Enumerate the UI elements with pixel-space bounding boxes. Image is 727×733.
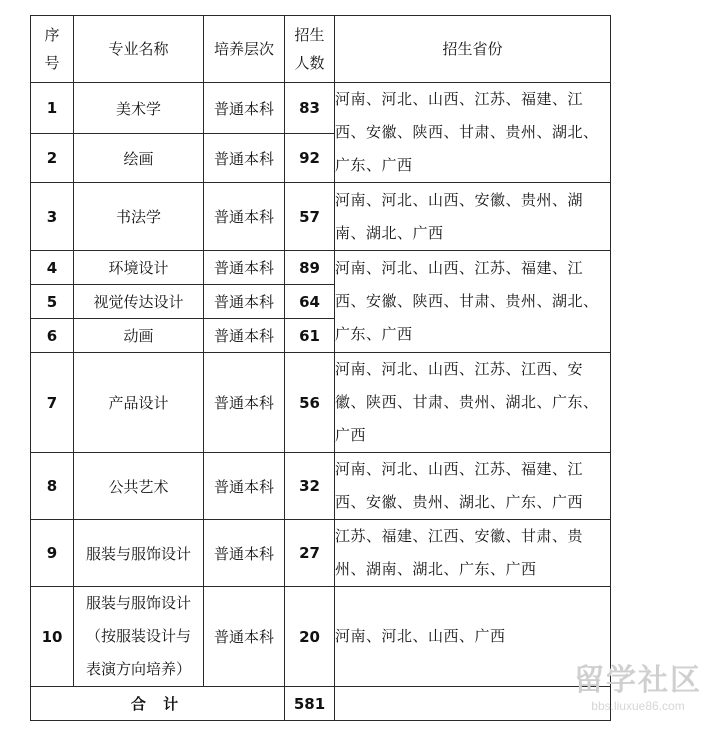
row-provinces: 河南、河北、山西、安徽、贵州、湖南、湖北、广西 xyxy=(335,183,611,251)
row-provinces: 江苏、福建、江西、安徽、甘肃、贵州、湖南、湖北、广东、广西 xyxy=(335,520,611,587)
header-num-line1: 序 xyxy=(44,26,60,44)
row-level: 普通本科 xyxy=(204,83,285,134)
row-num: 6 xyxy=(31,319,74,353)
table-row xyxy=(31,183,611,251)
row-num: 7 xyxy=(31,353,74,453)
header-level: 培养层次 xyxy=(204,16,285,83)
total-label: 合 计 xyxy=(31,687,285,721)
watermark-logo: 留学社区 xyxy=(574,663,702,698)
row-count: 27 xyxy=(285,520,335,587)
row-major: 服装与服饰设计 xyxy=(74,520,204,587)
row-provinces: 河南、河北、山西、江苏、江西、安徽、陕西、甘肃、贵州、湖北、广东、广西 xyxy=(335,353,611,453)
row-major: 产品设计 xyxy=(74,353,204,453)
row-level: 普通本科 xyxy=(204,183,285,251)
row-count: 20 xyxy=(285,587,335,687)
row-provinces: 河南、河北、山西、江苏、福建、江西、安徽、陕西、甘肃、贵州、湖北、广东、广西 xyxy=(335,83,611,183)
row-count: 83 xyxy=(285,83,335,134)
row-level: 普通本科 xyxy=(204,285,285,319)
header-count-line1: 招生 xyxy=(294,26,325,44)
row-level: 普通本科 xyxy=(204,134,285,183)
row-num: 10 xyxy=(31,587,74,687)
header-count-line2: 人数 xyxy=(294,54,325,72)
row-num: 2 xyxy=(31,134,74,183)
row-count: 92 xyxy=(285,134,335,183)
row-count: 56 xyxy=(285,353,335,453)
row-level: 普通本科 xyxy=(204,520,285,587)
row-major xyxy=(74,587,204,687)
row-count: 89 xyxy=(285,251,335,285)
total-count: 581 xyxy=(285,687,335,721)
row-provinces: 河南、河北、山西、江苏、福建、江西、安徽、贵州、湖北、广东、广西 xyxy=(335,453,611,520)
row-count: 61 xyxy=(285,319,335,353)
row-num: 4 xyxy=(31,251,74,285)
row-major: 绘画 xyxy=(74,134,204,183)
table-header-row xyxy=(31,16,611,83)
row-count: 57 xyxy=(285,183,335,251)
row-major: 动画 xyxy=(74,319,204,353)
row-major-line1: 服装与服饰设计 xyxy=(85,594,191,612)
row-provinces: 河南、河北、山西、江苏、福建、江西、安徽、陕西、甘肃、贵州、湖北、广东、广西 xyxy=(335,251,611,353)
header-num xyxy=(31,16,74,83)
watermark xyxy=(563,663,713,723)
table-row xyxy=(31,251,611,285)
table-row xyxy=(31,353,611,453)
row-major: 环境设计 xyxy=(74,251,204,285)
total-row xyxy=(31,687,611,721)
row-provinces: 河南、河北、山西、广西 xyxy=(335,587,611,687)
row-major-line2: （按服装设计与 xyxy=(85,627,191,645)
header-num-line2: 号 xyxy=(44,54,60,72)
row-count: 32 xyxy=(285,453,335,520)
watermark-url: bbs.liuxue86.com xyxy=(591,699,685,713)
row-num: 3 xyxy=(31,183,74,251)
row-num: 8 xyxy=(31,453,74,520)
row-level: 普通本科 xyxy=(204,453,285,520)
row-num: 1 xyxy=(31,83,74,134)
table-row xyxy=(31,520,611,587)
row-level: 普通本科 xyxy=(204,251,285,285)
row-level: 普通本科 xyxy=(204,353,285,453)
row-count: 64 xyxy=(285,285,335,319)
header-provinces: 招生省份 xyxy=(335,16,611,83)
row-major: 美术学 xyxy=(74,83,204,134)
table-row xyxy=(31,453,611,520)
enrollment-table xyxy=(30,15,611,721)
row-num: 5 xyxy=(31,285,74,319)
header-count xyxy=(285,16,335,83)
row-num: 9 xyxy=(31,520,74,587)
row-level: 普通本科 xyxy=(204,587,285,687)
header-major: 专业名称 xyxy=(74,16,204,83)
table-row xyxy=(31,587,611,687)
row-major-line3: 表演方向培养） xyxy=(85,660,191,678)
row-level: 普通本科 xyxy=(204,319,285,353)
table-row xyxy=(31,83,611,134)
row-major: 视觉传达设计 xyxy=(74,285,204,319)
row-major: 公共艺术 xyxy=(74,453,204,520)
row-major: 书法学 xyxy=(74,183,204,251)
